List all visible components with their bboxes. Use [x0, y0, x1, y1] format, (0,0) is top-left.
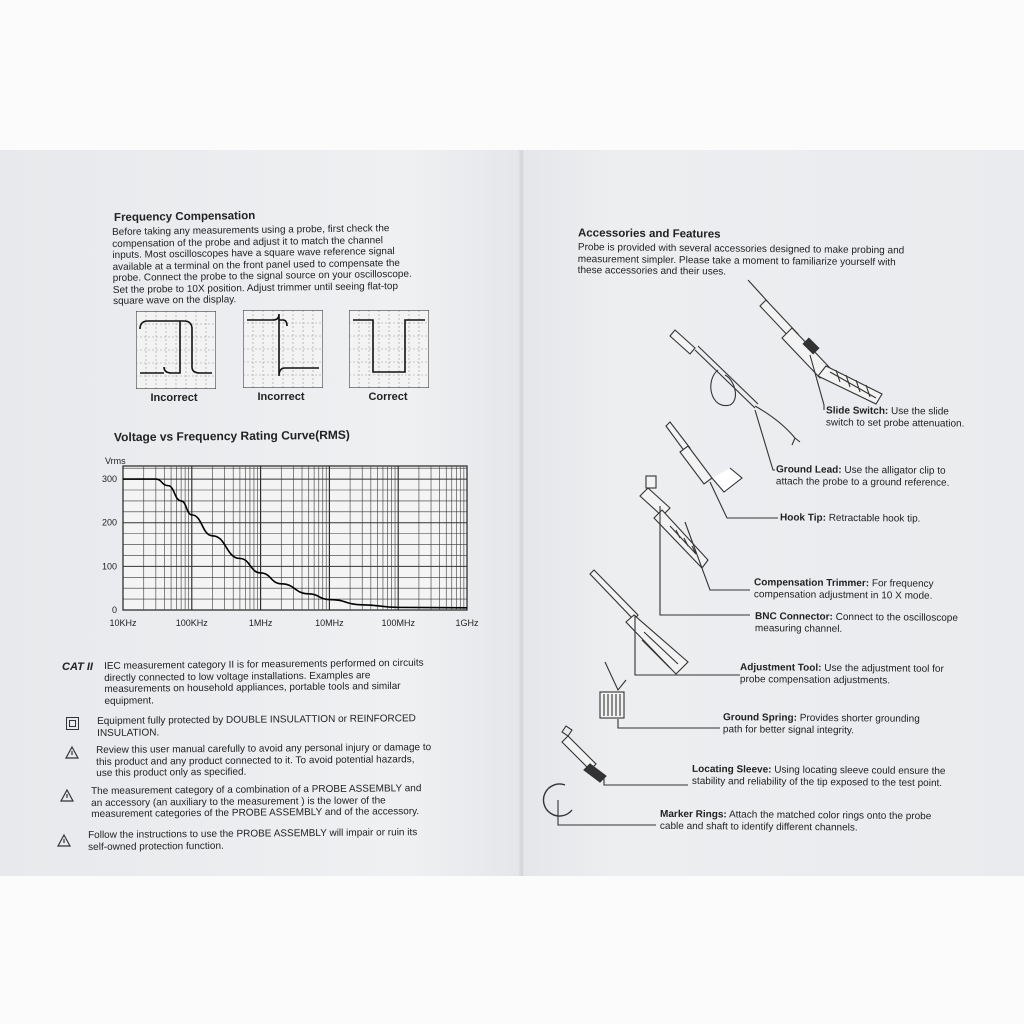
feature-item [692, 764, 946, 789]
feature-item [723, 712, 920, 737]
text-line: equipment. [104, 694, 154, 707]
double-insulation-icon [66, 717, 79, 730]
text-line: an accessory (an auxiliary to the measurement ) is the lower of the [91, 794, 386, 809]
feature-name: Compensation Trimmer: [754, 577, 870, 590]
feature-name: Marker Rings: [660, 808, 727, 821]
text-line: this product and any product connected to it. To avoid potential hazards, [96, 753, 415, 768]
feature-desc: path for better signal integrity. [722, 723, 854, 736]
feature-desc: Use the slide [891, 405, 949, 418]
text-line: measurement simpler. Please take a moment to familiarize yourself with [577, 253, 896, 268]
feature-desc: attach the probe to a ground reference. [775, 475, 950, 489]
text-line: use this product only as specified. [96, 766, 247, 779]
feature-desc: probe compensation adjustments. [739, 673, 891, 686]
text-line: Review this user manual carefully to avoid any personal injury or damage to [96, 742, 432, 756]
center-fold [519, 150, 525, 876]
text-line: inputs. Most oscilloscopes have a square wave reference signal [112, 246, 395, 261]
y-tick-label: 300 [101, 474, 117, 485]
accessories-title: Accessories and Features [577, 227, 721, 241]
x-tick-label: 10KHz [109, 618, 137, 628]
feature-desc: For frequency [871, 578, 934, 590]
feature-desc: Attach the matched color rings onto the probe [728, 809, 932, 823]
bnc-connector-icon [640, 476, 708, 568]
scope-incorrect-1 [136, 311, 216, 389]
feature-item [660, 809, 931, 834]
caption-incorrect-1: Incorrect [150, 392, 198, 404]
scope-incorrect-2 [243, 310, 323, 388]
x-tick-label: 1MHz [248, 618, 273, 628]
waveform-undershoot [243, 310, 323, 388]
adjustment-tool-icon [590, 570, 688, 674]
freq-comp-body [112, 222, 473, 308]
text-line: Equipment fully protected by DOUBLE INSULATTION or REINFORCED [97, 713, 416, 727]
warning-icon [57, 834, 71, 847]
feature-name: Locating Sleeve: [692, 763, 772, 776]
feature-name: Hook Tip: [779, 512, 826, 524]
text-line: INSULATION. [97, 726, 160, 739]
ground-spring-icon [600, 662, 626, 718]
warning-text-2 [91, 783, 481, 821]
x-tick-label: 10MHz [315, 618, 344, 628]
text-line: measurement categories of the PROBE ASSEMBLY and of the accessory. [91, 806, 420, 820]
scope-correct [349, 310, 429, 388]
chart-title: Voltage vs Frequency Rating Curve(RMS) [113, 427, 350, 445]
feature-desc: Retractable hook tip. [828, 512, 921, 525]
feature-desc: Connect to the oscilloscope [835, 611, 958, 624]
waveform-overshoot [136, 311, 216, 389]
feature-desc: compensation adjustment in 10 X mode. [753, 588, 933, 602]
text-line: these accessories and their uses. [577, 264, 727, 278]
feature-name: Adjustment Tool: [740, 662, 822, 674]
text-line: Before taking any measurements using a probe, first check the [112, 223, 390, 238]
y-tick-label: 0 [111, 605, 117, 615]
caption-incorrect-2: Incorrect [257, 391, 305, 403]
feature-desc: Provides shorter grounding [799, 712, 920, 725]
feature-desc: cable and shaft to identify different channels. [659, 820, 858, 834]
text-line: available at a terminal on the front panel used to compensate the [112, 257, 401, 273]
text-line: The measurement category of a combination of a PROBE ASSEMBLY and [91, 783, 422, 797]
y-tick-label: 100 [101, 561, 117, 572]
x-tick-label: 100MHz [381, 618, 415, 628]
ground-lead-icon [670, 330, 800, 445]
warning-text-3 [88, 827, 478, 853]
locating-sleeve-icon [562, 726, 606, 782]
text-line: compensation of the probe and adjust it to match the channel [112, 234, 384, 250]
text-line: IEC measurement category II is for measurements performed on circuits [104, 657, 424, 672]
feature-item [740, 662, 944, 687]
feature-name: BNC Connector: [755, 611, 833, 623]
warning-text-1 [96, 742, 486, 780]
text-line: probe. Connect the probe to the signal source on your oscilloscope. [112, 268, 412, 284]
text-line: measurements on household appliances, portable tools and similar [104, 680, 401, 695]
y-tick-label: 200 [101, 517, 117, 528]
text-line: Follow the instructions to use the PROBE ASSEMBLY will impair or ruin its [88, 827, 418, 841]
x-tick-label: 100KHz [175, 618, 208, 628]
text-line: self-owned protection function. [88, 840, 224, 853]
feature-name: Ground Lead: [776, 464, 842, 476]
text-line: Probe is provided with several accessories designed to make probing and [577, 242, 905, 257]
probe-icon [748, 280, 882, 404]
warning-icon [65, 746, 79, 759]
feature-item [826, 405, 965, 429]
waveform-flat [349, 310, 429, 388]
feature-name: Slide Switch: [826, 405, 889, 417]
text-line: directly connected to low voltage installations. Examples are [104, 669, 371, 684]
feature-item [776, 464, 950, 489]
rating-curve-chart [95, 450, 495, 642]
feature-desc: switch to set probe attenuation. [825, 416, 965, 430]
feature-item [780, 512, 921, 525]
feature-item [754, 577, 934, 602]
double-insulation-text [97, 713, 477, 739]
freq-comp-title: Frequency Compensation [113, 210, 256, 224]
y-axis-label: Vrms [105, 456, 126, 466]
feature-item [755, 611, 958, 636]
feature-name: Ground Spring: [723, 712, 797, 724]
warning-icon [60, 789, 74, 802]
text-line: Set the probe to 10X position. Adjust trimmer until seeing flat-top [112, 280, 399, 296]
text-line: square wave on the display. [112, 294, 237, 307]
cat-ii-text [104, 657, 484, 707]
feature-desc: Use the adjustment tool for [824, 662, 944, 675]
cat-ii-symbol: CAT II [62, 661, 93, 673]
caption-correct: Correct [368, 391, 408, 403]
hook-tip-icon [666, 422, 742, 492]
feature-desc: measuring channel. [754, 622, 843, 635]
x-tick-label: 1GHz [455, 618, 479, 628]
feature-desc: Using locating sleeve could ensure the [774, 764, 946, 778]
feature-desc: Use the alligator clip to [844, 464, 946, 477]
feature-desc: stability and reliability of the tip exposed to the test point. [691, 775, 943, 789]
